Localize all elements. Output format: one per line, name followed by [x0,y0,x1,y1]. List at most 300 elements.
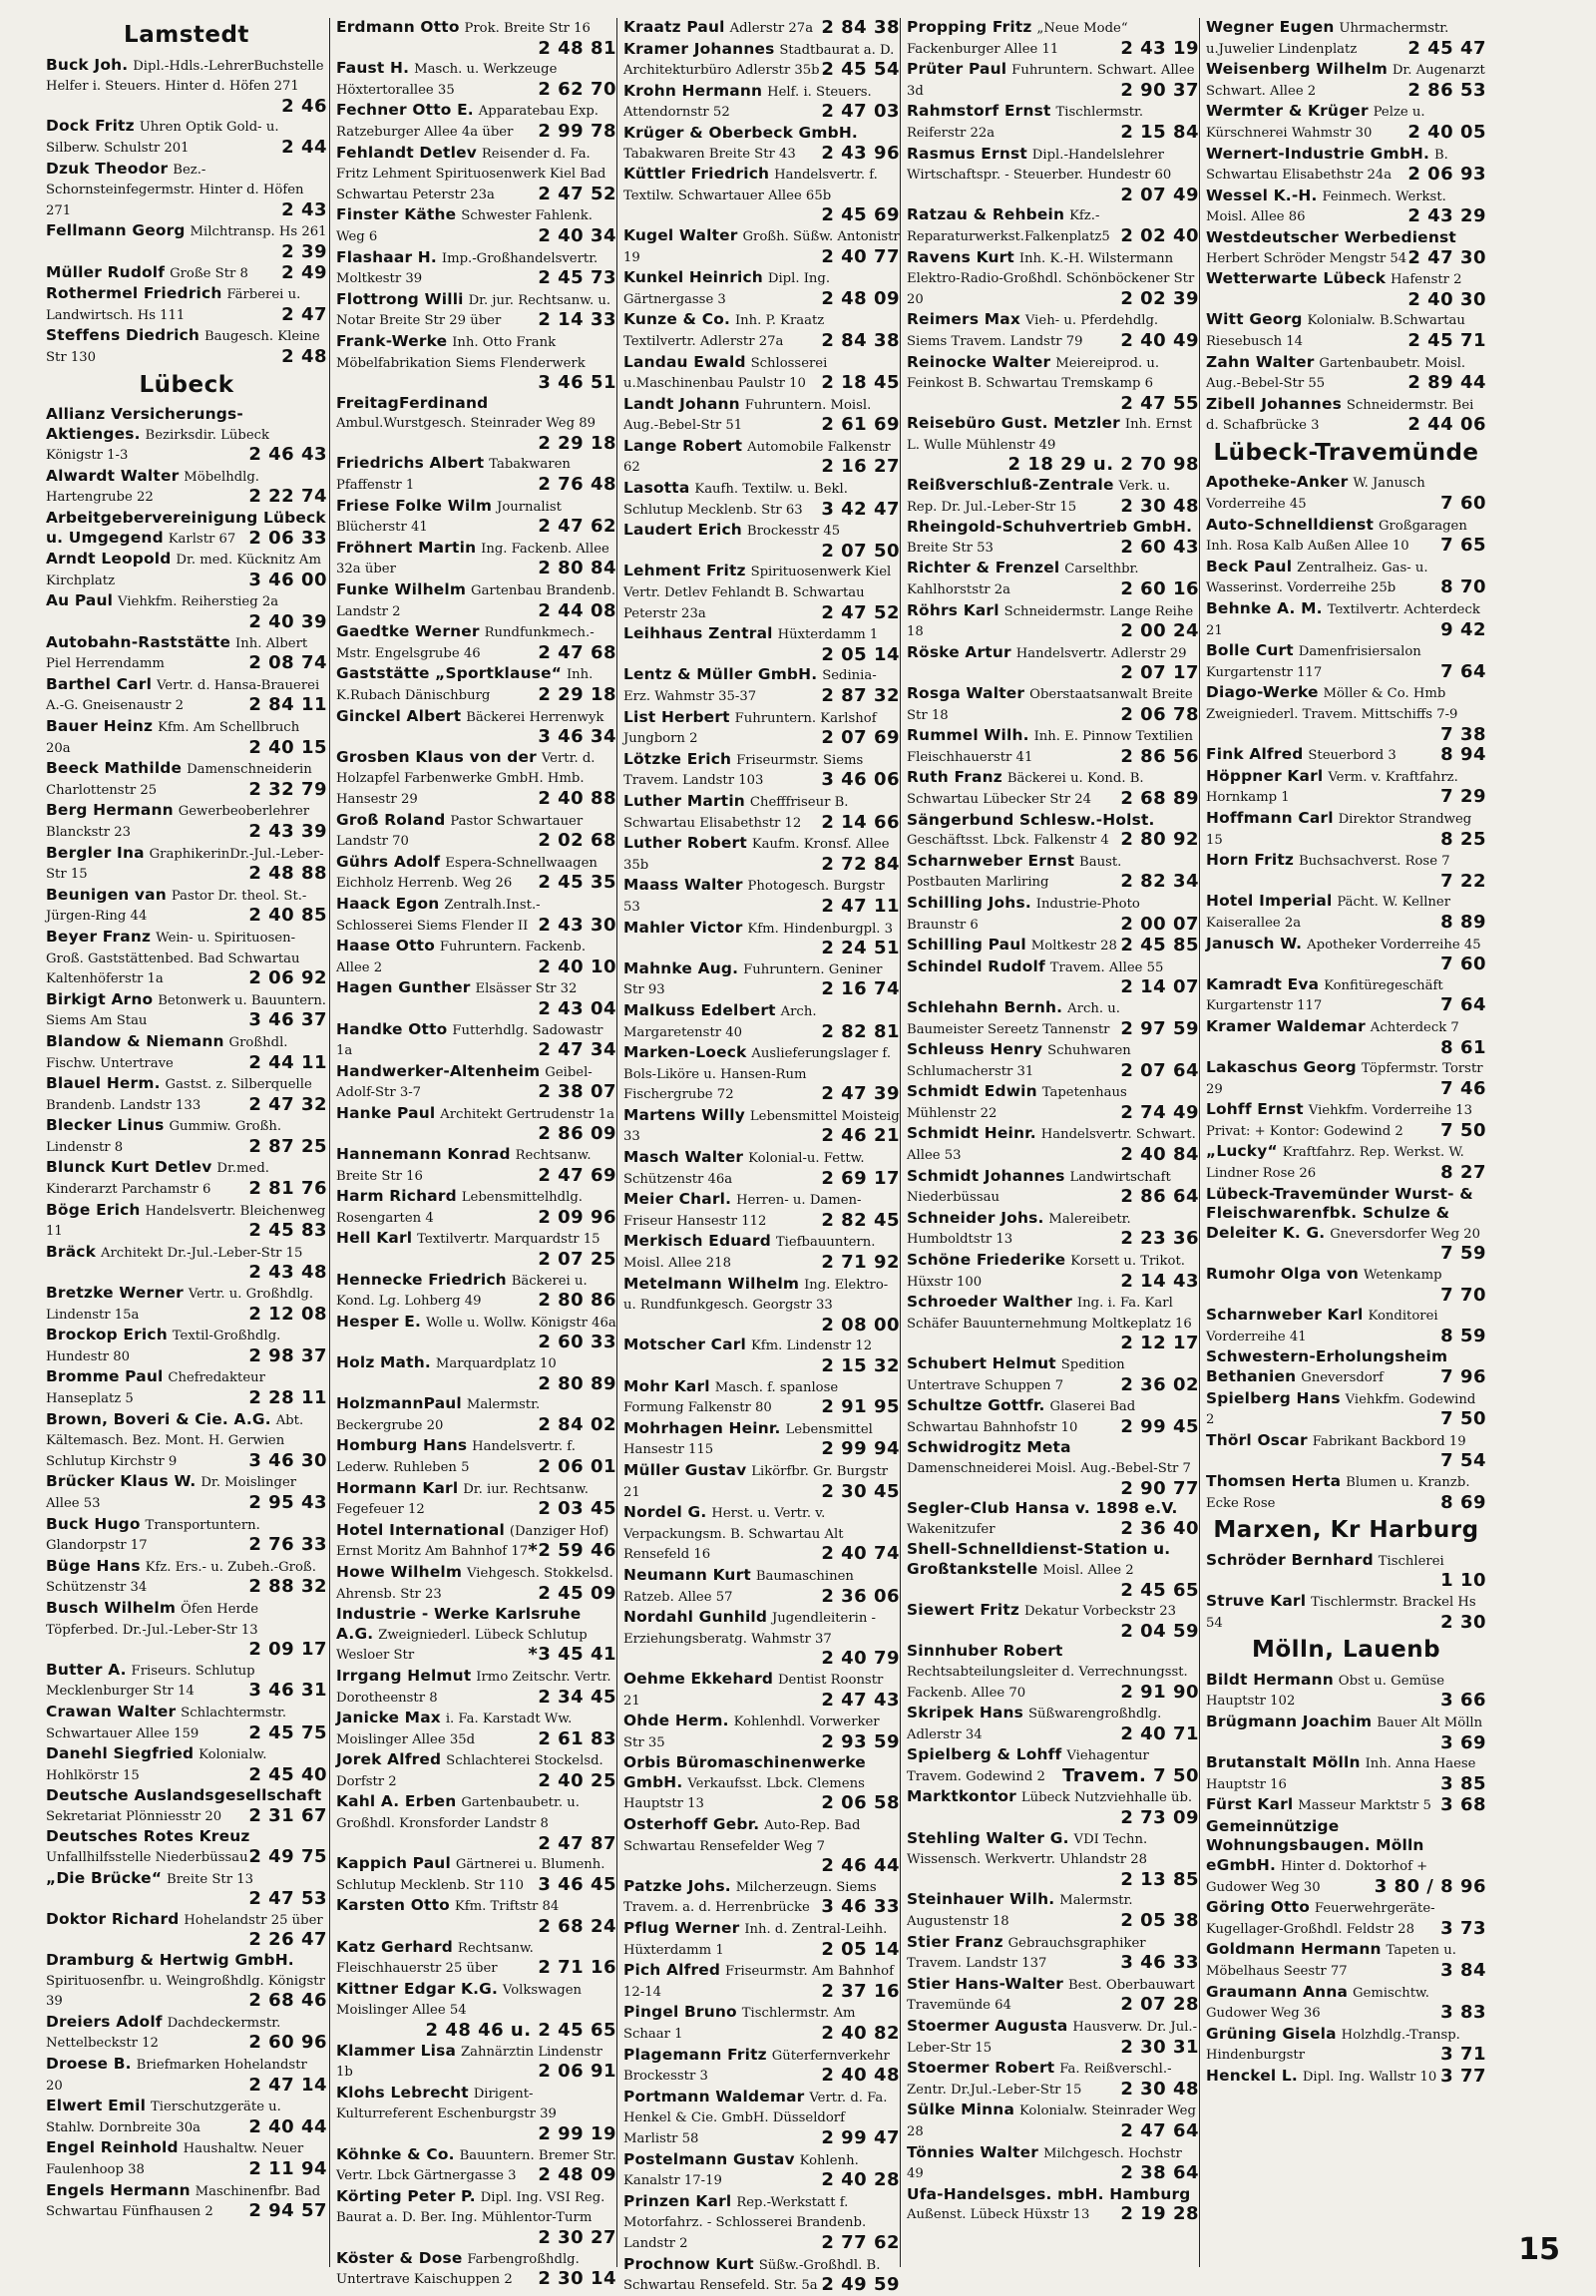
directory-entry [336,1896,616,1936]
directory-entry [46,2055,327,2096]
entry-details: Photogesch. Burgstr 53 [623,879,885,915]
directory-entry [907,1293,1199,1353]
entry-details: Textil-Großhdlg. Hundestr 80 [46,1329,281,1364]
entry-phone: 3 42 47 [821,498,900,520]
entry-name: Rummel Wilh. [907,726,1029,745]
entry-phone: 2 15 32 [821,1355,900,1376]
entry-name: Rosga Walter [907,684,1025,702]
directory-entry [336,1980,616,2041]
directory-entry [1206,935,1486,974]
directory-entry [46,1786,327,1826]
entry-details: Spedition Untertrave Schuppen 7 [907,1357,1125,1393]
entry-phone: 2 47 64 [1120,2119,1199,2141]
entry-name: List Herbert [623,707,730,726]
entry-details: Kfm. Lindenstr 12 [750,1339,873,1354]
entry-phone: 3 46 06 [821,769,900,791]
directory-entry [336,1020,616,1061]
directory-entry [1206,1983,1486,2024]
entry-name: Schwestern-Erholungsheim Bethanien [1206,1347,1448,1385]
entry-phone: 2 02 39 [1120,287,1199,309]
directory-entry [336,622,616,663]
entry-name: Ruth Franz [907,768,1002,787]
directory-entry [336,1229,616,1269]
entry-details: Kolonialw. B.Schwartau Riesebusch 14 [1206,313,1465,349]
directory-entry [623,1566,900,1607]
entry-details: Marquardplatz 10 [435,1356,557,1371]
entry-name: Osterhoff Gebr. [623,1815,760,1834]
entry-details: Textilvertr. Marquardstr 15 [417,1232,600,1248]
entry-name: „Lucky“ [1206,1142,1278,1161]
entry-phone: 2 47 52 [538,183,616,204]
entry-details: Wetenkamp [1363,1268,1442,1284]
entry-details: Uhren Optik Gold- u. Silberw. Schulstr 201 [46,120,279,156]
entry-phone: 7 38 [1440,723,1486,745]
directory-entry [623,750,900,791]
entry-phone: 2 48 09 [821,287,900,309]
entry-phone: 3 69 [1440,1731,1486,1753]
entry-details: Pastor Dr. theol. St.-Jürgen-Ring 44 [46,888,307,925]
entry-details: Breite Str 53 [907,540,994,556]
directory-entry [46,1326,327,1366]
entry-phone: 2 07 28 [1120,1994,1199,2016]
entry-details: Gastst. z. Silberquelle Brandenb. Landstr 133 [46,1077,312,1113]
entry-phone: 2 90 37 [1120,79,1199,101]
entry-phone: 7 64 [1440,660,1486,682]
entry-details: Briefmarken Hohelandstr 20 [46,2058,307,2094]
entry-details: Inh. E. Pinnow Textilien Fleischhauerstr 41 [907,729,1193,765]
directory-entry [623,959,900,1000]
entry-name: Nordel G. [623,1503,707,1522]
entry-details: Maschinenfbr. Bad Schwartau Fünfhausen 2 [46,2183,321,2220]
directory-entry [1206,269,1486,309]
entry-name: Dreiers Adolf [46,2012,163,2031]
page-number: 15 [1518,2232,1560,2267]
entry-phone: 2 30 45 [821,1480,900,1502]
entry-name: Hormann Karl [336,1478,459,1497]
directory-entry [623,2150,900,2191]
directory-entry [336,1938,616,1979]
entry-details: Baugesch. Kleine Str 130 [46,329,320,365]
entry-name: Butter A. [46,1660,127,1679]
entry-name: Köster & Dose [336,2248,463,2267]
entry-details: Fuhruntern. Moisl. Aug.-Bebel-Str 51 [623,397,872,434]
entry-name: Reinocke Walter [907,352,1051,371]
directory-entry [1206,516,1486,557]
entry-phone: 3 85 [1440,1772,1486,1794]
entry-name: Böge Erich [46,1200,141,1219]
directory-entry [1206,1265,1486,1305]
entry-name: Küttler Friedrich [623,165,770,184]
directory-entry [46,284,327,325]
entry-details: Dr. Augenarzt Schwart. Allee 2 [1206,63,1485,99]
entry-phone: 2 40 28 [821,2169,900,2191]
entry-phone: 2 38 07 [538,1081,616,1103]
entry-name: Ohde Herm. [623,1712,729,1730]
entry-name: Funke Wilhelm [336,580,467,599]
directory-entry [1206,1551,1486,1591]
directory-entry [1206,558,1486,598]
entry-name: Wegner Eugen [1206,18,1335,36]
entry-phone: 7 60 [1440,493,1486,515]
entry-name: Wernert-Industrie GmbH. [1206,144,1430,163]
entry-phone: 3 80 / 8 96 [1374,1875,1486,1897]
entry-phone: 7 59 [1440,1243,1486,1265]
entry-phone: 2 30 27 [538,2226,616,2248]
directory-entry [623,1275,900,1336]
entry-name: Buck Hugo [46,1514,141,1533]
directory-entry [907,1642,1199,1703]
entry-phone: 2 05 38 [1120,1910,1199,1932]
entry-details: Dipl. Ing. VSI Reg. Baurat a. D. Ber. Ing. Mühlentor-Turm [336,2189,605,2226]
entry-phone: 2 45 85 [1120,935,1199,957]
entry-name: Blauel Herm. [46,1074,161,1093]
directory-entry [623,2046,900,2087]
directory-entry [46,801,327,842]
directory-entry [46,1744,327,1785]
directory-entry [46,1557,327,1598]
entry-details: Vieh- u. Pferdehdlg. Siems Travem. Landstr 79 [907,313,1159,349]
entry-phone: 2 44 08 [538,599,616,621]
column-2 [329,18,616,2290]
entry-details: Außenst. Lübeck Hüxstr 13 [907,2207,1090,2223]
entry-phone: 2 90 77 [1120,1477,1199,1499]
entry-name: Thomsen Herta [1206,1471,1342,1490]
entry-name: Beunigen van [46,885,167,904]
directory-entry [623,2192,900,2254]
entry-name: Janusch W. [1206,934,1303,953]
entry-phone: 2 48 09 [538,2164,616,2186]
entry-name: Marken-Loeck [623,1043,747,1062]
entry-phone: 2 45 35 [538,872,616,894]
entry-details: Baumaschinen Ratzeb. Allee 57 [623,1568,854,1605]
entry-name: Schmidt Heinr. [907,1124,1036,1143]
entry-name: Schultze Gottfr. [907,1396,1045,1415]
entry-details: Chefredakteur Hanseplatz 5 [46,1370,265,1406]
entry-phone: 2 84 02 [538,1413,616,1435]
entry-details: Dentist Roonstr 21 [623,1672,884,1709]
directory-entry [907,1040,1199,1081]
directory-entry [1206,2067,1486,2088]
entry-details: Helf. i. Steuers. Attendornstr 52 [623,84,872,121]
entry-phone: 2 29 18 [538,432,616,454]
entry-phone: 2 40 49 [1120,329,1199,351]
directory-entry [1206,851,1486,891]
entry-name: Müller Rudolf [46,262,166,281]
entry-details: Herren- u. Damen-Friseur Hansestr 112 [623,1193,862,1229]
entry-details: Arch. Margaretenstr 40 [623,1003,817,1040]
entry-phone: 2 30 48 [1120,2078,1199,2100]
directory-entry [623,437,900,478]
entry-details: Dipl.-Handelslehrer Wirtschaftspr. - Steuerber. Hundestr 60 [907,147,1172,184]
directory-entry [1206,1017,1486,1057]
entry-phone: 2 06 91 [538,2061,616,2083]
entry-details: Wakenitzufer [907,1521,996,1537]
entry-name: Brücker Klaus W. [46,1472,197,1491]
entry-name: Reißverschluß-Zentrale [907,476,1114,495]
entry-phone: 2 40 05 [1407,121,1486,143]
directory-entry [907,18,1199,59]
entry-details: Dachdeckermstr. Nettelbeckstr 12 [46,2015,281,2052]
directory-entry [46,467,327,508]
directory-entry [623,521,900,561]
directory-entry [336,1479,616,1520]
directory-entry [907,1745,1199,1786]
entry-phone: 2 06 93 [1407,164,1486,186]
entry-name: Rahmstorf Ernst [907,102,1051,121]
entry-phone: 2 71 16 [538,1957,616,1979]
entry-details: Reisender d. Fa. Fritz Lehment Spirituosenwerk Kiel Bad Schwartau Peterstr 23a [336,146,606,202]
directory-entry [1206,187,1486,227]
entry-name: Howe Wilhelm [336,1562,463,1581]
entry-phone: 2 36 40 [1120,1517,1199,1539]
entry-details: Färberei u. Landwirtsch. Hs 111 [46,287,301,323]
directory-entry [623,1232,900,1273]
directory-entry [907,1975,1199,2016]
entry-name: Sinnhuber Robert [907,1642,1063,1661]
entry-name: Spielberg & Lohff [907,1745,1062,1764]
entry-name: Blandow & Niemann [46,1031,224,1050]
entry-name: Friedrichs Albert [336,454,485,473]
entry-details: Rep.-Werkstatt f. Motorfahrz. - Schlosserei Brandenb. Landstr 2 [623,2194,867,2251]
directory-entry [46,759,327,800]
directory-entry [336,895,616,936]
entry-name: Blunck Kurt Detlev [46,1158,212,1177]
entry-phone: 3 46 30 [248,1449,327,1471]
entry-phone: 2 60 16 [1120,578,1199,600]
directory-entry [623,268,900,309]
entry-name: Droese B. [46,2055,132,2073]
entry-phone: 2 40 39 [248,611,327,633]
entry-details: Glaserei Bad Schwartau Bahnhofstr 10 [907,1399,1136,1435]
entry-details: Viehkfm. Vorderreihe 13 Privat: + Kontor: Godewind 2 [1206,1103,1473,1139]
entry-name: Müller Gustav [623,1460,747,1479]
entry-phone: 2 40 30 [1407,288,1486,310]
entry-details: Viehgesch. Stokkelsd. Ahrensb. Str 23 [336,1565,613,1602]
directory-entry [907,1499,1199,1539]
directory-entry [46,1599,327,1660]
entry-details: Landwirtschaft Niederbüssau [907,1169,1171,1206]
entry-name: Arndt Leopold [46,550,172,569]
entry-name: Goldmann Hermann [1206,1940,1382,1959]
entry-name: Arbeitgebervereinigung Lübeck u. Umgegend [46,509,326,547]
entry-details: Sekretariat Plönniesstr 20 [46,1808,222,1824]
entry-details: Bauer Alt Mölln [1377,1715,1483,1730]
entry-name: Dzuk Theodor [46,159,169,178]
directory-entry [1206,1142,1486,1183]
entry-details: Güterfernverkehr Brockesstr 3 [623,2048,890,2085]
entry-phone: 2 99 19 [538,2122,616,2144]
directory-entry [623,1336,900,1375]
entry-details: Pächt. W. Kellner Kaiserallee 2a [1206,895,1451,931]
entry-details: Tapetenhaus Mühlenstr 22 [907,1085,1127,1121]
directory-entry [336,205,616,246]
entry-details: Handelsvertr. Bleichenweg 11 [46,1203,326,1240]
entry-phone: 2 99 47 [821,2126,900,2148]
section-heading: Lamstedt [124,22,249,48]
entry-details: Vertr. d. Hansa-Brauerei A.-G. Gneisenaustr 2 [46,677,320,714]
entry-name: Oehme Ekkehard [623,1669,774,1688]
entry-details: Achterdeck 7 [1370,1019,1459,1035]
entry-name: Kraatz Paul [623,18,725,36]
directory-entry [46,1201,327,1242]
directory-entry [336,1436,616,1477]
directory-entry [907,1251,1199,1292]
entry-details: Apotheker Vorderreihe 45 [1307,937,1481,953]
entry-name: Beyer Franz [46,927,152,946]
entry-phone: 2 16 27 [821,456,900,478]
entry-phone: 2 02 68 [538,830,616,852]
entry-phone: 2 80 84 [538,558,616,579]
entry-name: Hotel International [336,1520,505,1539]
directory-entry [1206,809,1486,850]
entry-phone: 8 61 [1440,1036,1486,1058]
entry-details: GraphikerinDr.-Jul.-Leber-Str 15 [46,846,324,883]
entry-name: Laudert Erich [623,521,742,540]
entry-phone: 7 29 [1440,786,1486,808]
entry-name: Frank-Werke [336,331,448,350]
directory-entry [46,2013,327,2054]
entry-details: Lebensmittel Hansestr 115 [623,1421,873,1458]
entry-details: Tierschutzgeräte u. Stahlw. Dornbreite 30a [46,2100,281,2135]
directory-entry [623,792,900,833]
directory-entry [907,1933,1199,1974]
entry-phone: 2 34 45 [538,1686,616,1708]
entry-details: Kaufh. Textilw. u. Bekl. Schlutup Mecklenb. Str 63 [623,482,848,518]
entry-details: Milchtransp. Hs 261 [190,224,327,240]
entry-name: Kugel Walter [623,225,738,244]
directory-entry [46,844,327,885]
entry-phone: 2 43 [281,198,327,220]
entry-phone: 1 10 [1440,1570,1486,1592]
entry-phone: 3 46 34 [538,726,616,748]
entry-details: Herbert Schröder Mengstr 54 [1206,250,1407,266]
entry-name: Merkisch Eduard [623,1232,771,1251]
entry-details: Dipl. Ing. Wallstr 10 [1302,2070,1437,2085]
directory-entry [1206,1898,1486,1939]
entry-name: Schilling Johs. [907,893,1031,912]
entry-phone: 2 45 73 [538,267,616,289]
entry-details: Zentralh.Inst.-Schlosserei Siems Flender II [336,897,541,934]
entry-details: Uhrmachermstr. u.Juwelier Lindenplatz [1206,21,1449,57]
directory-entry [46,633,327,674]
entry-name: Behnke A. M. [1206,599,1323,618]
entry-name: Fröhnert Martin [336,538,477,557]
entry-phone: 2 40 85 [248,905,327,927]
entry-details: Milcherzeugn. Siems Travem. a. d. Herrenbrücke [623,1879,877,1916]
entry-name: Richter & Frenzel [907,559,1060,577]
entry-name: Hanke Paul [336,1103,436,1122]
entry-phone: 2 47 14 [248,2074,327,2096]
entry-name: Lübeck-Travemünder Wurst- & Fleischwarenfbk. Schulze & Deleiter K. G. [1206,1184,1473,1242]
entry-name: Lohff Ernst [1206,1100,1304,1119]
entry-name: Haase Otto [336,937,435,956]
entry-details: Gewerbeoberlehrer Blanckstr 23 [46,804,310,840]
entry-details: Rundfunkmech.-Mstr. Engelsgrube 46 [336,625,595,661]
entry-name: Landau Ewald [623,352,746,371]
entry-phone: 2 19 28 [1120,2203,1199,2225]
entry-details: Gartenbau Brandenb. Landstr 2 [336,583,616,619]
directory-entry [46,1367,327,1408]
entry-name: Gaststätte „Sportklause“ [336,664,563,683]
directory-entry [623,18,900,39]
entry-phone: 2 45 40 [248,1763,327,1785]
entry-name: Thörl Oscar [1206,1430,1308,1449]
directory-entry [46,1661,327,1702]
entry-name: Zahn Walter [1206,352,1315,371]
directory-entry [46,1827,327,1867]
entry-details: Kolonial-u. Fettw. Schützenstr 46a [623,1151,865,1187]
entry-details: Dipl.-Hdls.-LehrerBuchstelle Helfer i. Steuers. Hinter d. Höfen 271 [46,58,324,95]
entry-name: Schubert Helmut [907,1354,1056,1372]
entry-details: Friseurmstr. Siems Travem. Landstr 103 [623,752,864,789]
entry-name: Rothermel Friedrich [46,284,222,303]
entry-phone: 3 46 51 [538,372,616,394]
entry-name: Rumohr Olga von [1206,1265,1360,1284]
entry-details: Best. Oberbauwart Travemünde 64 [907,1977,1195,2014]
entry-phone: 2 30 31 [1120,2036,1199,2058]
entry-phone: 8 94 [1440,744,1486,766]
directory-entry [336,1605,616,1666]
entry-name: Brügmann Joachim [1206,1712,1373,1730]
entry-phone: 3 68 [1440,1794,1486,1816]
entry-phone: 2 80 89 [538,1372,616,1394]
entry-name: Kahl A. Erben [336,1792,457,1811]
entry-details: Inh. P. Kraatz Textilvertr. Adlerstr 27a [623,313,825,349]
entry-phone: 2 06 92 [248,967,327,989]
directory-entry [1206,228,1486,268]
entry-phone: 2 76 48 [538,474,616,496]
directory-entry [907,518,1199,558]
directory-entry [623,2255,900,2296]
entry-details: Dr. med. Kücknitz Am Kirchplatz [46,553,321,588]
entry-details: Baust. Postbauten Marliring [907,854,1122,891]
directory-entry [46,675,327,716]
directory-entry [907,145,1199,205]
directory-entry [46,1869,327,1909]
entry-details: Malermstr. Beckergrube 20 [336,1397,541,1433]
entry-details: Feinmech. Werkst. Moisl. Allee 86 [1206,189,1446,225]
entry-details: Verm. v. Kraftfahrz. Hornkamp 1 [1206,769,1458,806]
entry-name: Wessel K.-H. [1206,186,1318,204]
entry-phone: 2 14 66 [821,811,900,833]
entry-phone: 7 60 [1440,954,1486,975]
entry-name: Lange Robert [623,436,743,455]
entry-details: Tiefbauuntern. Moisl. Allee 218 [623,1235,876,1272]
directory-entry [1206,1472,1486,1513]
entry-phone: 8 69 [1440,1491,1486,1513]
directory-entry [907,1354,1199,1395]
entry-name: Kunkel Heinrich [623,268,763,287]
entry-phone: 2 05 14 [821,1938,900,1960]
entry-name: Gührs Adolf [336,852,441,871]
entry-details: Korsett u. Trikot. Hüxstr 100 [907,1254,1185,1290]
entry-phone: 2 23 36 [1120,1228,1199,1250]
entry-name: Rasmus Ernst [907,144,1027,163]
entry-phone: 2 43 96 [821,142,900,164]
entry-phone: 2 18 45 [821,372,900,394]
directory-entry [46,990,327,1031]
entry-details: Inh. d. Zentral-Leihh. Hüxterdamm 1 [623,1922,888,1958]
entry-details: Fuhruntern. Geniner Str 93 [623,961,883,998]
entry-name: Horn Fritz [1206,851,1295,870]
directory-entry [907,1124,1199,1165]
entry-name: Motscher Carl [623,1336,747,1354]
directory-entry [336,853,616,894]
entry-details: Schneidermstr. Bei d. Schafbrücke 3 [1206,397,1474,434]
entry-name: Grüning Gisela [1206,2024,1337,2043]
entry-name: Zibell Johannes [1206,394,1342,413]
entry-name: Struve Karl [1206,1591,1307,1610]
